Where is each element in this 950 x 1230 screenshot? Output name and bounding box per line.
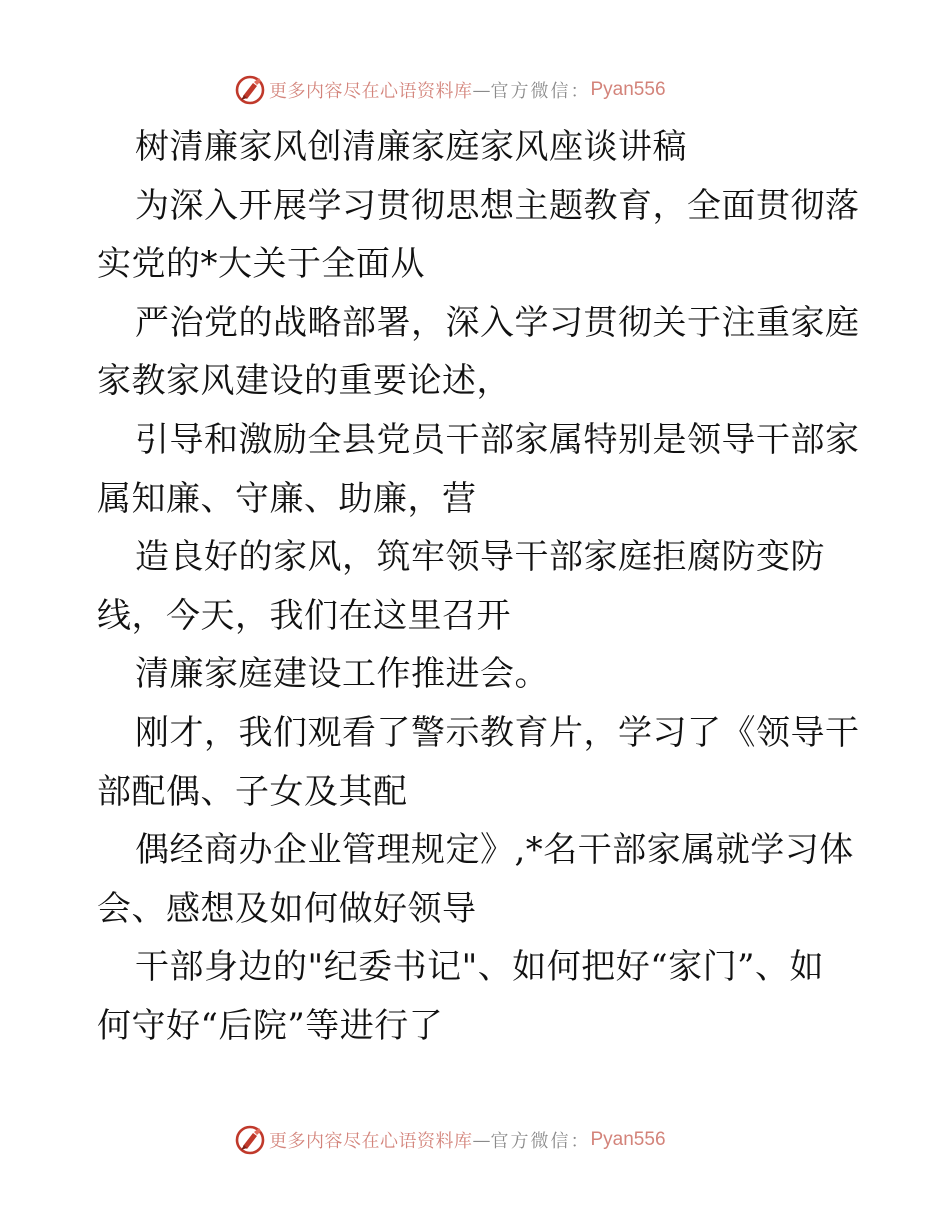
banner-wechat-label: 官方微信：: [490, 81, 591, 102]
paragraph-line: 严治党的战略部署，深入学习贯彻关于注重家庭: [135, 302, 860, 343]
footer-banner: [234, 1123, 666, 1157]
paragraph-line: 清廉家庭建设工作推进会。: [135, 654, 549, 695]
paragraph-line: 干部身边的"纪委书记"、如何把好“家门”、如: [135, 947, 825, 988]
paragraph-line: 引导和激励全县党员干部家属特别是领导干部家: [135, 419, 860, 460]
paragraph-line: 偶经商办企业管理规定》,*名干部家属就学习体: [135, 830, 854, 871]
header-banner: [234, 73, 666, 107]
paragraph-line: 刚才，我们观看了警示教育片，学习了《领导干: [135, 712, 860, 753]
paragraph-line: 会、感想及如何做好领导: [97, 888, 477, 929]
paragraph-line: 属知廉、守廉、助廉，营: [97, 478, 477, 519]
banner-main-text: 更多内容尽在心语资料库: [269, 1131, 473, 1152]
document-body: [97, 118, 860, 1056]
paragraph-line: 线，今天，我们在这里召开: [97, 595, 511, 636]
banner-separator: —: [472, 1129, 491, 1151]
banner-wechat-label: 官方微信：: [490, 1131, 591, 1152]
paragraph-line: 何守好“后院”等进行了: [97, 1005, 444, 1046]
paragraph-line: 为深入开展学习贯彻思想主题教育，全面贯彻落: [135, 185, 860, 226]
paragraph-line: 家教家风建设的重要论述，: [97, 361, 511, 402]
red-book-quill-icon: [234, 74, 266, 106]
banner-wechat-id: Pyan556: [590, 79, 666, 100]
banner-main-text: 更多内容尽在心语资料库: [269, 81, 473, 102]
red-book-quill-icon: [234, 1124, 266, 1156]
banner-wechat-id: Pyan556: [590, 1129, 666, 1150]
paragraph-line: 部配偶、子女及其配: [97, 771, 408, 812]
banner-separator: —: [472, 79, 491, 101]
paragraph-line: 实党的*大关于全面从: [97, 244, 425, 285]
paragraph-line: 造良好的家风，筑牢领导干部家庭拒腐防变防: [135, 537, 825, 578]
document-title: 树清廉家风创清廉家庭家风座谈讲稿: [135, 127, 687, 167]
